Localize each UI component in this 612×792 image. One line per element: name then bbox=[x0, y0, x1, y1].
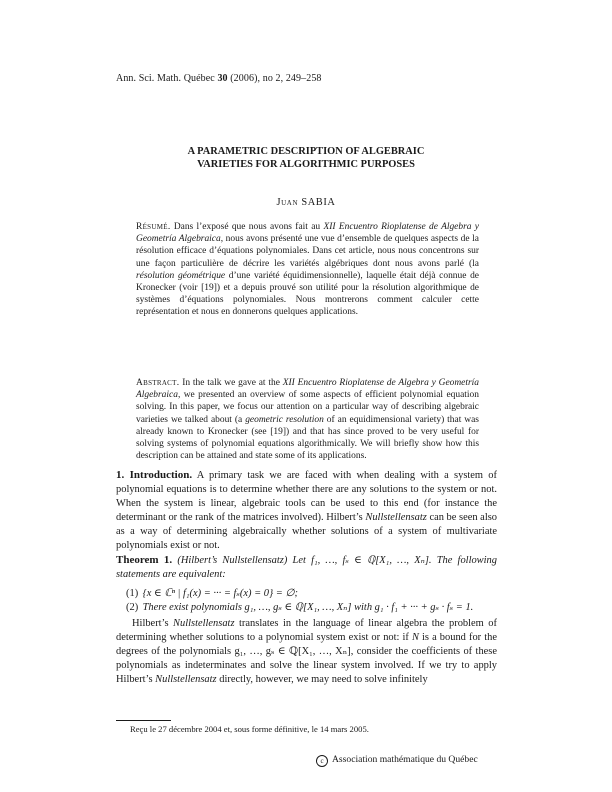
copyright-icon: c bbox=[316, 755, 328, 767]
theorem-1 bbox=[116, 553, 497, 582]
theorem-item bbox=[126, 601, 506, 615]
resume-text-1: Dans l’exposé que nous avons fait au bbox=[170, 222, 324, 232]
intro-term: Nullstellensatz bbox=[365, 512, 427, 524]
theorem-statement: Let f₁, …, fₛ ∈ ℚ[X₁, …, Xₙ]. The following statements are equivalent: bbox=[116, 555, 497, 581]
journal-volume: 30 bbox=[217, 73, 228, 84]
copyright-text: Association mathématique du Québec bbox=[332, 754, 478, 765]
abstract-venue: XII Encuentro Rioplatense de Algebra y Geometría Algebraica bbox=[136, 378, 480, 401]
journal-prefix: Ann. Sci. Math. Québec bbox=[116, 73, 218, 84]
resume-venue: XII Encuentro Rioplatense de Algebra y Geometría Algebraica bbox=[136, 222, 479, 245]
author-name bbox=[110, 197, 502, 208]
paper-title bbox=[110, 145, 502, 171]
abstract-term: geometric resolution bbox=[245, 414, 324, 425]
abstract-text-1: In the talk we gave at the bbox=[179, 378, 283, 388]
author-first: Juan bbox=[276, 197, 299, 208]
footnote-rule bbox=[116, 720, 171, 721]
intro-text-1: A primary task we are faced with when dealing with a system of polynomial equations is to determine whether there are any solutions to the system or not. When the system is linear, algebraic tools can be used to this end (for instance the determinant or the rank of the matrices involved). Hilbert’s bbox=[116, 470, 497, 524]
para-term-1: Nullstellensatz bbox=[173, 618, 235, 629]
abstract-text-3: of an equidimensional variety) that was already known to Kronecker (see [19]) and that has since proved to be very useful for solving systems of polynomial equations algorithmically. We will briefly show how this description can be attained and state some of its applications. bbox=[136, 414, 479, 462]
introduction-section bbox=[116, 468, 497, 554]
item-number: (1) bbox=[126, 588, 139, 599]
body-paragraph bbox=[116, 617, 497, 687]
resume-text-3: d’une variété équidimensionnelle), laquelle était déjà connue de Kronecker (voir [19]) et a depuis prouvé son utilité pour la résolution algorithmique de systèmes d’équations polynomiales. Nous montrerons comment calculer cette représentation et nous en donnerons quelques applications. bbox=[136, 270, 479, 318]
para-text-4: directly, however, we may need to solve infinitely bbox=[216, 674, 428, 686]
item-text: {x ∈ ℂⁿ | f₁(x) = ··· = fₛ(x) = 0} = ∅; bbox=[142, 588, 298, 599]
introduction-heading: 1. Introduction. bbox=[116, 469, 193, 481]
resume-text-2: , nous avons présenté une vue d’ensemble de quelques aspects de la résolution efficace d’équations polynomiales. Dans cet article, nous nous concentrons sur une façon particulière de décrire les variétés algébriques dont nous avons parlé (la bbox=[136, 234, 479, 269]
resume-label: Résumé. bbox=[136, 222, 171, 232]
intro-text-2: can be seen also as a way of determining algebraically whether solutions of a system of multivariate polynomials exist or not. bbox=[116, 512, 497, 552]
resume-term: résolution géométrique bbox=[136, 270, 226, 281]
item-number: (2) bbox=[126, 602, 139, 614]
para-variable-n: N bbox=[411, 632, 419, 644]
resume-block bbox=[136, 221, 479, 319]
item-text: There exist polynomials g₁, …, gₛ ∈ ℚ[X₁, …, Xₙ] with g₁ · f₁ + ··· + gₛ · fₛ = 1. bbox=[142, 602, 474, 614]
abstract-label: Abstract. bbox=[136, 378, 180, 388]
author-last: SABIA bbox=[301, 197, 336, 208]
para-text-1: Hilbert’s bbox=[132, 618, 174, 629]
para-term-2: Nullstellensatz bbox=[155, 674, 217, 686]
theorem-item bbox=[126, 587, 506, 601]
para-text-3: is a bound for the degrees of the polynomials g₁, …, gₛ ∈ ℚ[X₁, …, Xₙ], consider the coefficients of these polynomials as indeterminates and solve the linear system involved. If we try to apply Hilbert’s bbox=[116, 632, 497, 686]
copyright-line bbox=[316, 754, 478, 767]
theorem-label: Theorem 1. bbox=[116, 554, 173, 566]
abstract-text-2: , we presented an overview of some aspects of efficient polynomial equation solving. In this paper, we focus our attention on a particular way of describing algebraic varieties we talked about (a bbox=[136, 390, 479, 425]
theorem-name: (Hilbert’s Nullstellensatz) bbox=[172, 555, 288, 566]
title-line-1: A PARAMETRIC DESCRIPTION OF ALGEBRAIC bbox=[187, 146, 425, 157]
theorem-items bbox=[126, 587, 506, 615]
para-text-2: translates in the language of linear algebra the problem of determining whether solutions to a polynomial system exist or not: if bbox=[116, 618, 497, 644]
received-footnote: Reçu le 27 décembre 2004 et, sous forme définitive, le 14 mars 2005. bbox=[130, 724, 369, 734]
journal-citation bbox=[116, 73, 322, 84]
title-line-2: VARIETIES FOR ALGORITHMIC PURPOSES bbox=[197, 159, 415, 170]
journal-suffix: (2006), no 2, 249–258 bbox=[227, 73, 322, 84]
abstract-block bbox=[136, 377, 479, 462]
